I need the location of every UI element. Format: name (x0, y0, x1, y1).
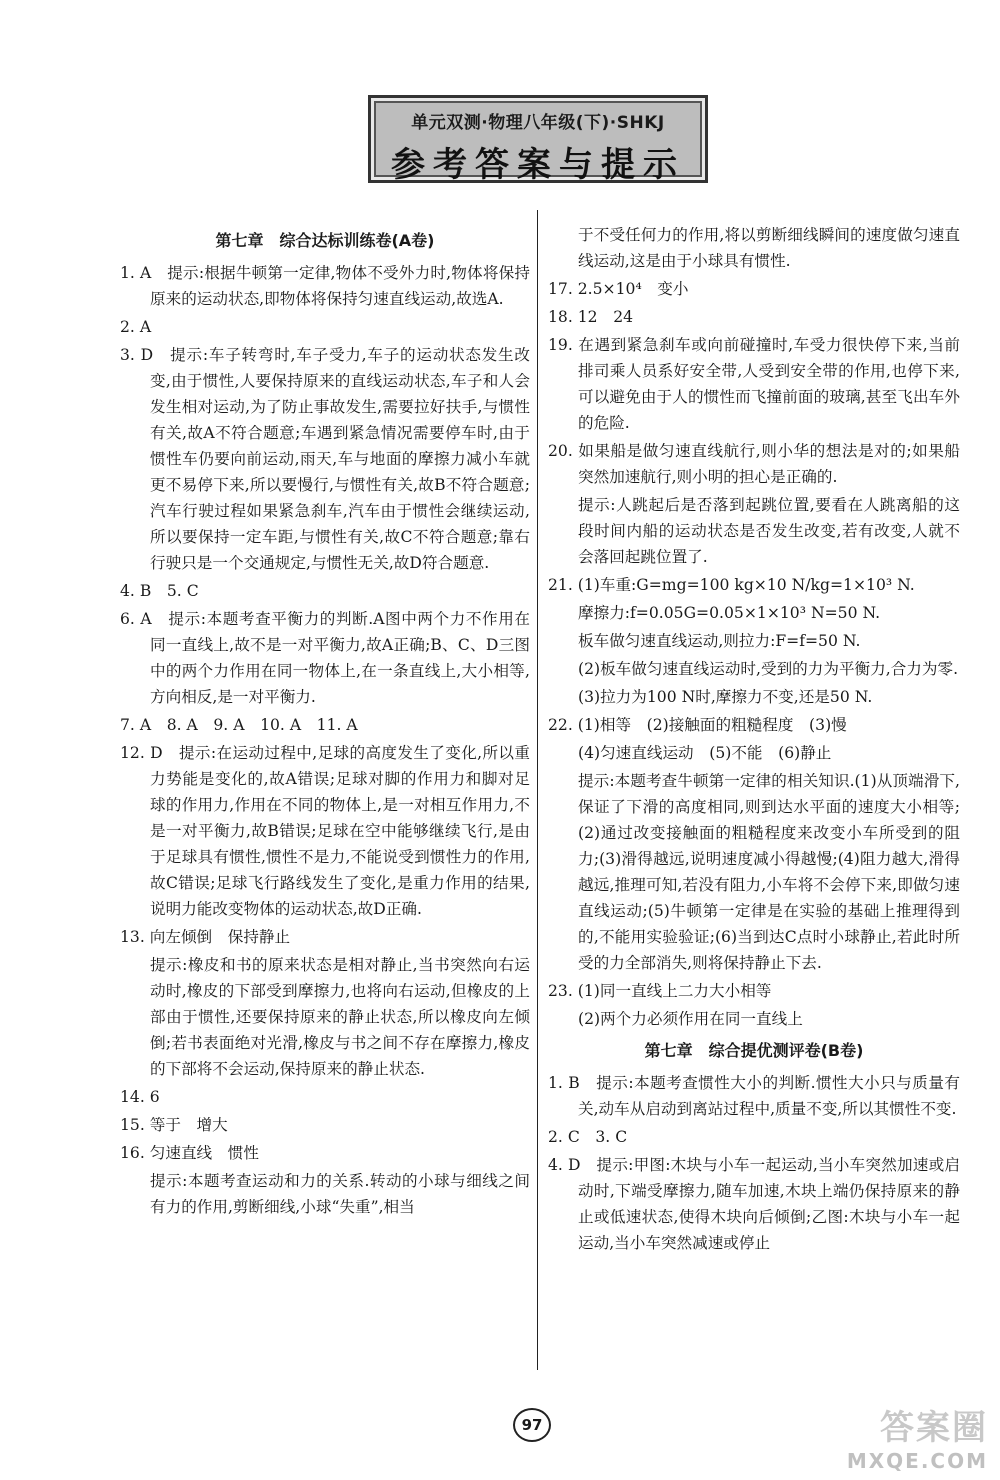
answer-line: 板车做匀速直线运动,则拉力:F=f=50 N. (578, 632, 861, 650)
answer-item: 22. (1)相等 (2)接触面的粗糙程度 (3)慢 (548, 716, 847, 734)
answer-hint: 提示:橡皮和书的原来状态是相对静止,当书突然向右运动时,橡皮的下部受到摩擦力,也将向右运动,但橡皮的上部由于惯性,还要保持原来的静止状态,所以橡皮向左倾倒;若书表面绝对光滑,橡皮与书之间不存在摩擦力,橡皮的下部将不会运动,保持原来的静止状态. (150, 956, 530, 1078)
answer-line: 摩擦力:f=0.05G=0.05×1×10³ N=50 N. (578, 604, 881, 622)
answer-item: 1. B 提示:本题考查惯性大小的判断.惯性大小只与质量有关,动车从启动到离站过程中,质量不变,所以其惯性不变. (548, 1074, 960, 1118)
section-title-a: 第七章 综合达标训练卷(A卷) (215, 231, 435, 250)
answer-item: 18. 12 24 (548, 308, 634, 326)
answer-hint: 提示:本题考查牛顿第一定律的相关知识.(1)从顶端滑下,保证了下滑的高度相同,则到达水平面的速度大小相等;(2)通过改变接触面的粗糙程度来改变小车所受到的阻力;(3)滑得越远,说明速度减小得越慢;(4)阻力越大,滑得越远,推理可知,若没有阻力,小车将不会停下来,即做匀速直线运动;(5)牛顿第一定律是在实验的基础上推理得到的,不能用实验验证;(6)当到达C点时小球静止,若此时所受的力全部消失,则将保持静止下去. (578, 772, 960, 972)
section-title-b: 第七章 综合提优测评卷(B卷) (644, 1041, 864, 1060)
header-title: 参考答案与提示 (391, 145, 685, 185)
right-column (548, 222, 960, 1258)
answer-item: 2. A (120, 318, 152, 336)
page-number: 97 (513, 1408, 551, 1442)
answer-line: (2)两个力必须作用在同一直线上 (578, 1010, 803, 1028)
answer-hint: 提示:本题考查运动和力的关系.转动的小球与细线之间有力的作用,剪断细线,小球“失重”,相当 (150, 1172, 530, 1216)
answer-hint: 提示:人跳起后是否落到起跳位置,要看在人跳离船的这段时间内船的运动状态是否发生改变,若有改变,人就不会落回起跳位置了. (578, 496, 960, 566)
answer-item: 1. A 提示:根据牛顿第一定律,物体不受外力时,物体将保持原来的运动状态,即物体将保持匀速直线运动,故选A. (120, 264, 530, 308)
left-column (120, 222, 530, 1222)
answer-item: 19. 在遇到紧急刹车或向前碰撞时,车受力很快停下来,当前排司乘人员系好安全带,人受到安全带的作用,也停下来,可以避免由于人的惯性而飞撞前面的玻璃,甚至飞出车外的危险. (548, 336, 960, 432)
answer-item: 4. B 5. C (120, 582, 199, 600)
column-divider (537, 210, 538, 1370)
answer-item: 14. 6 (120, 1088, 160, 1106)
answer-item: 12. D 提示:在运动过程中,足球的高度发生了变化,所以重力势能是变化的,故A错误;足球对脚的作用力和脚对足球的作用力,作用在不同的物体上,是一对相互作用力,不是一对平衡力,故B错误;足球在空中能够继续飞行,是由于足球具有惯性,惯性不是力,不能说受到惯性力的作用,故C错误;足球飞行路线发生了变化,是重力作用的结果,说明力能改变物体的运动状态,故D正确. (120, 744, 530, 918)
page-number-badge (505, 1402, 555, 1446)
answer-item: 4. D 提示:甲图:木块与小车一起运动,当小车突然加速或启动时,下端受摩擦力,随车加速,木块上端仍保持原来的静止或低速状态,使得木块向后倾倒;乙图:木块与小车一起运动,当小车突然减速或停止 (548, 1156, 960, 1252)
answer-line: (2)板车做匀速直线运动时,受到的力为平衡力,合力为零. (578, 660, 959, 678)
answer-item: 3. D 提示:车子转弯时,车子受力,车子的运动状态发生改变,由于惯性,人要保持原来的直线运动状态,车子和人会发生相对运动,为了防止事故发生,需要拉好扶手,与惯性有关,故A不符合题意;车遇到紧急情况需要停车时,由于惯性车仍要向前运动,雨天,车与地面的摩擦力减小车就更不易停下来,所以要慢行,与惯性有关,故B不符合题意;汽车行驶过程如果紧急刹车,汽车由于惯性会继续运动,所以要保持一定车距,与惯性有关,故C不符合题意;靠右行驶只是一个交通规定,与惯性无关,故D符合题意. (120, 346, 530, 572)
answer-item: 6. A 提示:本题考查平衡力的判断.A图中两个力不作用在同一直线上,故不是一对平衡力,故A正确;B、C、D三图中的两个力作用在同一物体上,在一条直线上,大小相等,方向相反,是一对平衡力. (120, 610, 530, 706)
watermark-url: MXQE.COM (846, 1449, 988, 1473)
answer-item: 20. 如果船是做匀速直线航行,则小华的想法是对的;如果船突然加速航行,则小明的担心是正确的. (548, 442, 960, 486)
answer-item: 21. (1)车重:G=mg=100 kg×10 N/kg=1×10³ N. (548, 576, 915, 594)
header-subtitle: 单元双测·物理八年级(下)·SHKJ (411, 113, 665, 133)
answer-item: 7. A 8. A 9. A 10. A 11. A (120, 716, 358, 734)
site-watermark (838, 1400, 988, 1473)
answer-item: 13. 向左倾倒 保持静止 (120, 928, 291, 946)
answer-line: (4)匀速直线运动 (5)不能 (6)静止 (578, 744, 832, 762)
answer-item: 15. 等于 增大 (120, 1116, 228, 1134)
answer-continuation: 于不受任何力的作用,将以剪断细线瞬间的速度做匀速直线运动,这是由于小球具有惯性. (578, 226, 960, 270)
answer-item: 2. C 3. C (548, 1128, 628, 1146)
answer-header-banner (368, 95, 708, 183)
answer-line: (3)拉力为100 N时,摩擦力不变,还是50 N. (578, 688, 873, 706)
answer-item: 23. (1)同一直线上二力大小相等 (548, 982, 772, 1000)
answer-item: 17. 2.5×10⁴ 变小 (548, 280, 689, 298)
answer-item: 16. 匀速直线 惯性 (120, 1144, 259, 1162)
watermark-logo-text: 答案圈 (880, 1408, 988, 1448)
